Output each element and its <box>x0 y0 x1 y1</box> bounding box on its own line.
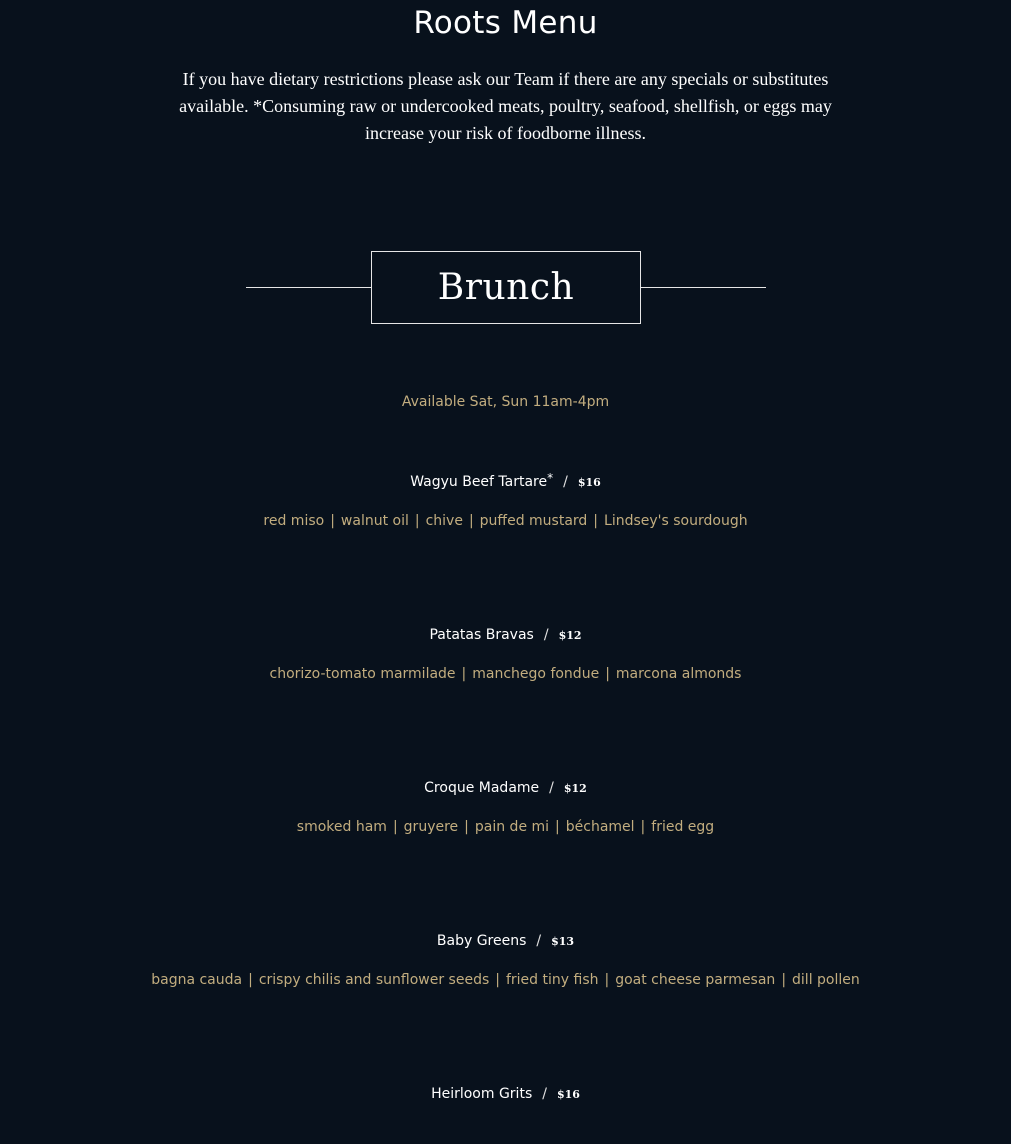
item-price: $12 <box>558 629 582 642</box>
ingredient: chive <box>425 513 463 529</box>
section-header <box>246 251 766 324</box>
ingredient: marcona almonds <box>615 666 742 682</box>
ingredient-separator: | <box>330 513 335 529</box>
item-name: Baby Greens <box>436 933 527 949</box>
item-heading <box>0 777 1011 799</box>
ingredient: manchego fondue <box>472 666 600 682</box>
item-ingredients <box>0 969 1011 991</box>
ingredient-separator: | <box>640 819 646 835</box>
menu-item <box>0 1083 1011 1144</box>
ingredient-separator: | <box>468 513 474 529</box>
item-heading <box>0 930 1011 952</box>
ingredient-separator: | <box>461 666 467 682</box>
header-rule-left <box>246 287 371 288</box>
dietary-disclaimer: If you have dietary restrictions please ask our Team if there are any specials or substitutes available. *Consuming raw or undercooked meats, poultry, seafood, shellfish, or eggs may increase your risk of foodborne illness. <box>179 69 832 143</box>
page-title: Roots Menu <box>413 5 598 41</box>
item-heading <box>0 624 1011 646</box>
item-name: Wagyu Beef Tartare <box>410 474 548 490</box>
availability-note: Available Sat, Sun 11am-4pm <box>401 394 610 410</box>
item-name: Croque Madame <box>424 780 540 796</box>
ingredient: chorizo-tomato marmilade <box>269 666 456 682</box>
ingredient-separator: | <box>593 513 599 529</box>
section-title: Brunch <box>437 267 575 308</box>
ingredient: walnut oil <box>340 513 409 529</box>
ingredient: gruyere <box>403 819 459 835</box>
ingredient: fried egg <box>651 819 715 835</box>
ingredient: crispy chilis and sunflower seeds <box>258 972 490 988</box>
header-rule-right <box>641 287 766 288</box>
ingredient-separator: | <box>248 972 253 988</box>
item-price: $16 <box>556 1088 580 1101</box>
ingredient: fried tiny fish <box>505 972 599 988</box>
ingredient-separator: | <box>781 972 787 988</box>
price-separator: / <box>563 474 568 490</box>
ingredient: smoked ham <box>296 819 387 835</box>
item-name: Patatas Bravas <box>429 627 534 643</box>
raw-warning-marker: * <box>547 471 554 485</box>
item-heading <box>0 1083 1011 1105</box>
menu-item <box>0 471 1011 532</box>
item-ingredients <box>0 510 1011 532</box>
ingredient-separator: | <box>464 819 469 835</box>
item-price: $16 <box>577 476 601 489</box>
ingredient-separator: | <box>414 513 420 529</box>
ingredient: béchamel <box>565 819 635 835</box>
menu-item <box>0 624 1011 685</box>
section-title-box <box>371 251 641 324</box>
ingredient: pain de mi <box>474 819 550 835</box>
ingredient-separator: | <box>555 819 560 835</box>
ingredient-separator: | <box>392 819 398 835</box>
item-price: $13 <box>551 935 575 948</box>
price-separator: / <box>542 1086 547 1102</box>
item-ingredients <box>0 1122 1011 1144</box>
ingredient: dill pollen <box>792 972 860 988</box>
ingredient: puffed mustard <box>479 513 588 529</box>
price-separator: / <box>543 627 549 643</box>
price-separator: / <box>536 933 542 949</box>
ingredient-separator: | <box>604 972 610 988</box>
item-ingredients <box>0 816 1011 838</box>
menu-item <box>0 777 1011 838</box>
item-price: $12 <box>563 782 587 795</box>
item-ingredients <box>0 663 1011 685</box>
item-name: Heirloom Grits <box>431 1086 533 1102</box>
ingredient-separator: | <box>495 972 500 988</box>
ingredient: Lindsey's sourdough <box>604 513 748 529</box>
ingredient: bagna cauda <box>151 972 243 988</box>
ingredient: red miso <box>263 513 325 529</box>
ingredient-separator: | <box>605 666 610 682</box>
price-separator: / <box>549 780 554 796</box>
menu-item <box>0 930 1011 991</box>
item-heading <box>0 471 1011 493</box>
ingredient: goat cheese parmesan <box>615 972 776 988</box>
